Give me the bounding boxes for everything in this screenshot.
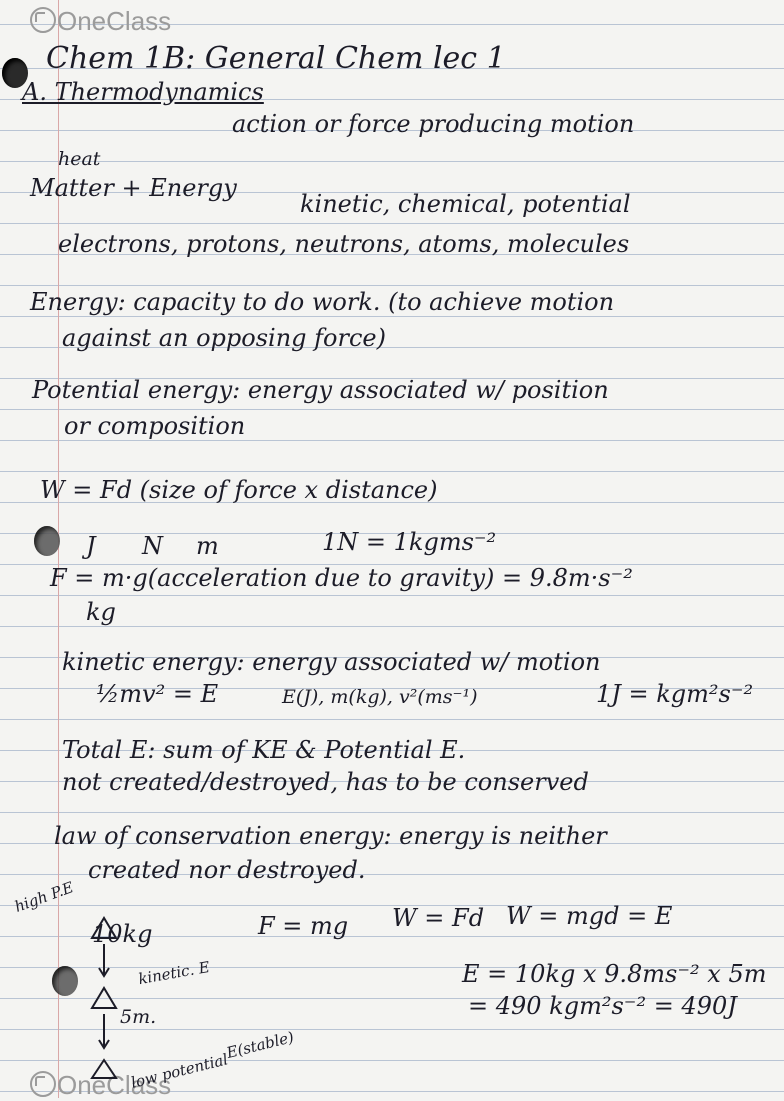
energy-definition: Energy: capacity to do work. (to achieve motion [30,288,615,316]
section-heading: A. Thermodynamics [22,78,264,106]
object-middle-icon [92,988,116,1008]
matter-energy: Matter + Energy [30,174,237,202]
stable-label: E(stable) [224,1027,296,1063]
potential-definition: Potential energy: energy associated w/ position [32,376,609,404]
kinetic-label: kinetic. E [136,957,212,989]
high-pe-label: high P.E [12,878,76,916]
potential-definition-cont: or composition [64,412,246,440]
joule-definition: 1J = kgm²s⁻² [596,680,754,708]
kg-label: kg [86,598,116,626]
binder-hole [34,526,60,556]
total-energy: Total E: sum of KE & Potential E. [62,736,466,764]
object-bottom-icon [92,1060,116,1078]
force-formula: F = m·g(acceleration due to gravity) = 9.8m·s⁻² [50,564,633,592]
conservation-law-cont: created nor destroyed. [88,856,366,884]
diagram-mass: 10kg [92,920,153,948]
height-label: 5m. [120,1006,157,1028]
work-formula: W = Fd (size of force x distance) [40,476,438,504]
unit-n: N [142,532,163,560]
oneclass-watermark-bottom: OneClass [30,1070,171,1101]
kinetic-definition: kinetic energy: energy associated w/ motion [62,648,601,676]
eq-w-fd: W = Fd [392,904,485,932]
conservation-law: law of conservation energy: energy is neither [54,822,607,850]
newton-definition: 1N = 1kgms⁻² [322,528,497,556]
low-pe-label: low potential [129,1050,230,1092]
eq-f-mg: F = mg [258,912,349,940]
eq-w-mgd: W = mgd = E [506,902,673,930]
notes-title: Chem 1B: General Chem lec 1 [46,41,506,76]
unit-j: J [86,532,96,560]
calculation-line-1: E = 10kg x 9.8ms⁻² x 5m [462,960,767,988]
kinetic-units: E(J), m(kg), v²(ms⁻¹) [282,686,478,708]
calculation-line-2: = 490 kgm²s⁻² = 490J [468,992,737,1020]
oneclass-watermark-top: OneClass [30,6,171,37]
thermo-note: action or force producing motion [232,110,635,138]
binder-hole [52,966,78,996]
oneclass-logo-icon [30,1071,56,1097]
particles-list: electrons, protons, neutrons, atoms, molecules [58,230,630,258]
unit-m: m [196,532,219,560]
heat-note: heat [58,148,101,170]
kinetic-formula: ½mv² = E [96,680,219,708]
energy-types: kinetic, chemical, potential [300,190,631,218]
object-top-icon [92,918,116,938]
not-created-note: not created/destroyed, has to be conserved [62,768,589,796]
oneclass-logo-icon [30,7,56,33]
energy-definition-cont: against an opposing force) [62,324,386,352]
